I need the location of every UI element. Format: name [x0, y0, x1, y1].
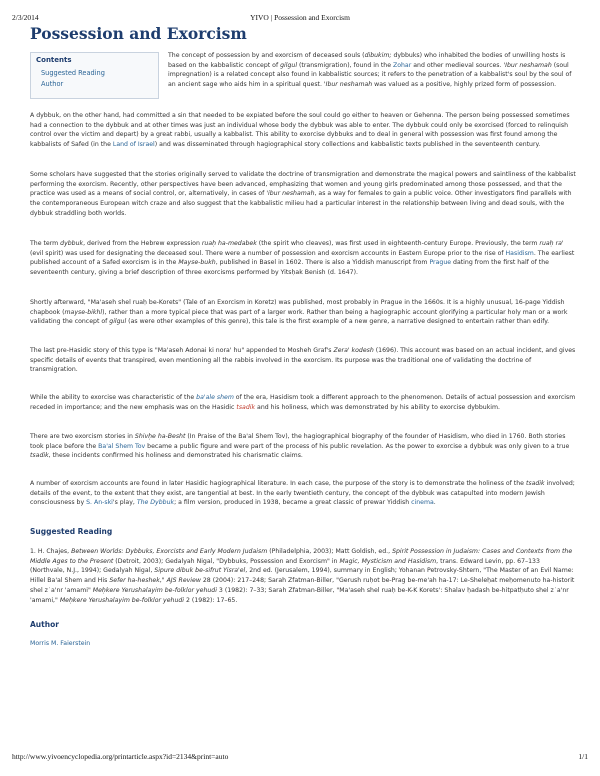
author-name[interactable]: Morris M. Faierstein — [30, 640, 91, 647]
suggested-reading-heading: Suggested Reading — [30, 527, 113, 536]
page-title: Possession and Exorcism — [30, 24, 247, 43]
link-land-of-israel[interactable]: Land of Israel — [112, 141, 155, 149]
intro-paragraph: The concept of possession by and exorcism of deceased souls (dibukim; dybbuks) who inhabited the bodies of unwilling hosts is based on the kabbalistic concept of gilgul (transmigration), found in the Zohar and other medieval sources. 'Ibur neshamah (soul impregnation) is a related concept also found in kabbalistic sources; it refers to the penetration of a kabbalist's soul by the soul of an ancient sage who aids him in a spiritual quest. 'Ibur neshamah was valued as a positive, highly prized form of possession. — [168, 52, 572, 89]
paragraph-8: A number of exorcism accounts are found in later Hasidic hagiographical literature. In each case, the purpose of the story is to demonstrate the holiness of the tsadik involved; details of the event, to the extent that they exist, are tangential at best. In the early twentieth century, the concept of the dybbuk was catapulted into modern Jewish consciousness by S. An-ski's play, The Dybbuk; a film version, produced in 1938, became a great classic of prewar Yiddish cinema. — [30, 480, 575, 507]
link-baale-shem[interactable]: ba'ale shem — [196, 394, 234, 401]
paragraph-4: Shortly afterward, "Ma'aseh shel ruaḥ be-Korets" (Tale of an Exorcism in Koretz) was published, most probably in Prague in the 1660s. It is a highly unusual, 16-page Yiddish chapbook (mayse-bikhl), rather than a more typical piece that was part of a larger work. Rather than being a hagiographic account glorifying a particular holy man or a work validating the concept of gilgul (as were other examples of this genre), this tale is the first example of a new genre, a narrative designed to entertain rather than edify. — [30, 299, 568, 326]
link-the-dybbuk[interactable]: The Dybbuk — [136, 499, 175, 507]
print-footer — [12, 752, 588, 764]
paragraph-1: A dybbuk, on the other hand, had committed a sin that needed to be expiated before the soul could go either to heaven or Gehenna. The person being possessed sometimes had a connection to the dybbuk and at other times was just an individual whose body the dybbuk was able to enter. The dybbuk could only be exorcised (forced to relinquish control over the victim and depart) by a great rabbi, usually a kabbalist. This ability to exorcise dybbuks and to deal in general with possession was first found among the kabbalists of Safed (in the Land of Israel) and was disseminated through hagiographical story collections and kabbalistic texts published in the seventeenth century. — [30, 112, 570, 149]
contents-heading: Contents — [36, 56, 72, 64]
link-prague[interactable]: Prague — [429, 259, 452, 267]
footer-url: http://www.yivoencyclopedia.org/printarticle.aspx?id=2134&print=auto — [12, 752, 229, 761]
paragraph-2: Some scholars have suggested that the stories originally served to validate the doctrine of transmigration and demonstrate the magical powers and saintliness of the kabbalist performing the exorcism. Recently, other perspectives have been advanced, emphasizing that women and young girls predominated among those possessed, and that the practice was used as a means of social control, or, alternatively, in cases of 'ibur neshamah, as a way for females to gain a public voice. Other investigators find parallels with the contemporaneous European witch craze and also suggest that the kabbalistic milieu had a particular interest in the relationship between living and dead souls, with the dybbuk straddling both worlds. — [30, 171, 576, 217]
contents-link-author[interactable]: Author — [41, 80, 64, 88]
link-tsadik[interactable]: tsadik — [236, 403, 256, 411]
print-title: YIVO | Possession and Exorcism — [250, 13, 350, 22]
link-cinema[interactable]: cinema — [411, 499, 434, 507]
link-s-an-ski[interactable]: S. An-ski — [86, 499, 113, 507]
print-date: 2/3/2014 — [12, 13, 39, 22]
page-number: 1/1 — [578, 752, 588, 761]
contents-link-suggested-reading[interactable]: Suggested Reading — [41, 69, 105, 77]
link-zohar[interactable]: Zohar — [392, 61, 412, 69]
author-heading: Author — [30, 620, 59, 629]
paragraph-5: The last pre-Hasidic story of this type is "Ma'aseh Adonai ki nora' hu" appended to Mosheh Graf's Zera' kodesh (1696). This account was based on an actual incident, and gives specific details of events that transpired, even mentioning all the rabbis involved in the exorcism. Its purpose was the traditional one of validating the doctrine of transmigration. — [30, 347, 576, 374]
paragraph-3: The term dybbuk, derived from the Hebrew expression ruaḥ ha-medabek (the spirit who cleaves), was first used in eighteenth-century Europe. Previously, the term ruaḥ ra' (evil spirit) was used for designating the deceased soul. There were a number of possession and exorcism accounts in Eastern Europe prior to the rise of Hasidism. The earliest published account of a Safed exorcism is in the Mayse-bukh, published in Basel in 1602. There is also a Yiddish manuscript from Prague dating from the first half of the seventeenth century, giving a brief description of three exorcisms performed by Yitsḥak Benish (d. 1647). — [30, 240, 575, 277]
contents-box — [30, 52, 159, 99]
suggested-reading-text: 1. H. Chajes, Between Worlds: Dybbuks, Exorcists and Early Modern Judaism (Philadelphia, 2003); Matt Goldish, ed., Spirit Possession in Judaism: Cases and Contexts from the Middle Ages to the Present (Detroit, 2003); Gedalyah Nigal, "Dybbuks, Possession and Exorcism" in Magic, Mysticism and Hasidism, trans. Edward Levin, pp. 67–133 (Northvale, N.J., 1994); Gedalyah Nigal, Sipure dibuk be-sifrut Yisra'el, 2nd ed. (Jerusalem, 1994), summary in English; Yohanan Petrovsky-Shtern, "The Master of an Evil Name: Hillel Ba'al Shem and His Sefer ha-heshek," AJS Review 28 (2004): 217–248; Sarah Zfatman-Biller, "Gerush ruḥot be-Prag be-me'ah ha-17: Le-Sheleḥat meḥomenuto ha-historit shel z˙a'nr 'amami" Meḥkere Yerushalayim be-folklor yehudi 3 (1982): 7–33; Sarah Zfatman-Biller, "Ma'aseh shel ruaḥ be-K-K Korets': Shalav ḥadash be-hitpatḥuto shel z˙a'nr 'amami," Meḥkere Yerushalayim be-folklor yehudi 2 (1982): 17–65. — [30, 548, 575, 604]
link-baal-shem-tov[interactable]: Ba'al Shem Tov — [98, 442, 146, 450]
paragraph-7: There are two exorcism stories in Shivḥe ha-Besht (In Praise of the Ba'al Shem Tov), the hagiographical biography of the founder of Hasidism, who died in 1760. Both stories took place before the Ba'al Shem Tov became a public figure and were part of the process of his public revelation. As the power to exorcise a dybbuk was only given to a true tsadik, these incidents confirmed his holiness and demonstrated his charismatic claims. — [30, 433, 570, 460]
paragraph-6: While the ability to exorcise was characteristic of the ba'ale shem of the era, Hasidism took a different approach to the phenomenon. Details of actual possession and exorcism receded in importance; and the new emphasis was on the Hasidic tsadik and his holiness, which was demonstrated by his ability to exorcise dybbukim. — [30, 394, 576, 411]
link-hasidism[interactable]: Hasidism — [505, 249, 534, 257]
